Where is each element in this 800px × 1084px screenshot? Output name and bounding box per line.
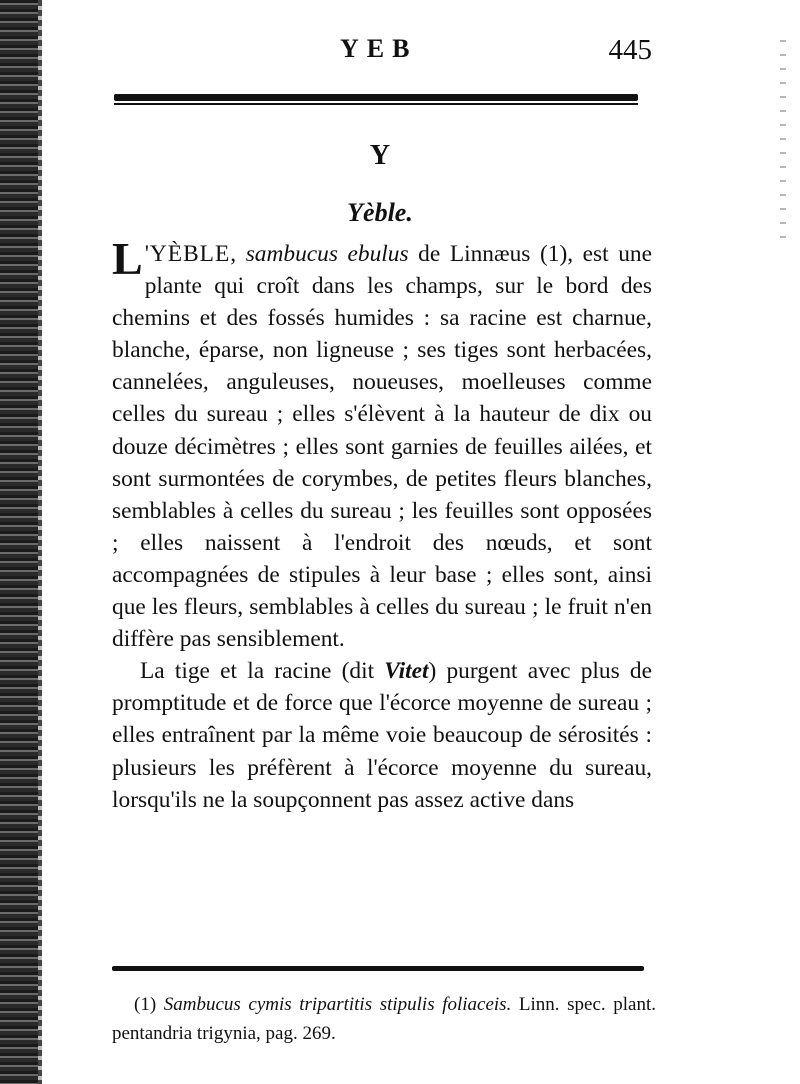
page-header (112, 28, 652, 68)
paragraph-2 (112, 655, 652, 815)
footnote-rule (112, 966, 644, 971)
footnote (112, 990, 656, 1048)
section-letter: Y (369, 140, 391, 171)
header-rule (114, 94, 638, 101)
paragraph-1-text: de Linnæus (1), est une plante qui croît dans les champs, sur le bord des chemins et des fossés humides : sa racine est charnue, blanche, éparse, non ligneuse ; ses tiges sont herbacées, cannelées, anguleuses, noueuses, moelleuses comme celles du sureau ; elles s'élèvent à la hauteur de dix ou douze décimètres ; elles sont garnies de feuilles ailées, et sont surmontées de corymbes, de petites fleurs blanches, semblables à celles du sureau ; les feuilles sont opposées ; elles naissent à l'endroit des nœuds, et sont accompagnées de stipules à leur base ; elles sont, ainsi que les fleurs, semblables à celles du sureau ; le fruit n'en diffère pas sensiblement. (112, 241, 652, 653)
footnote-latin: Sambucus cymis tripartitis stipulis foliaceis. (163, 994, 512, 1015)
paragraph-1 (112, 233, 652, 655)
footnote-marker: (1) (134, 994, 164, 1015)
cited-author: Vitet (384, 658, 429, 685)
headword-separator: , (230, 241, 246, 267)
paragraph-2-lead: La tige et la racine (dit (140, 658, 385, 685)
running-head: YEB (340, 34, 418, 63)
paragraph-2-text: ) purgent avec plus de promptitude et de force que l'écorce moyenne de sureau ; elles entraînent par la même voie beaucoup de sérosités : plusieurs les préfèrent à l'écorce moyenne du sureau, lorsqu'ils ne la soupçonnent pas assez active dans (112, 658, 653, 813)
drop-cap: L (112, 233, 143, 284)
latin-name: sambucus ebulus (245, 241, 409, 267)
page-number: 445 (608, 34, 652, 66)
entry-title: Yèble. (347, 198, 413, 227)
page-edge-marks (780, 40, 786, 240)
footnote-reference: Linn. spec. plant. pentandria trigynia, pag. 269. (112, 994, 656, 1044)
body-text (112, 233, 653, 816)
headword: 'YÈBLE (144, 241, 231, 267)
